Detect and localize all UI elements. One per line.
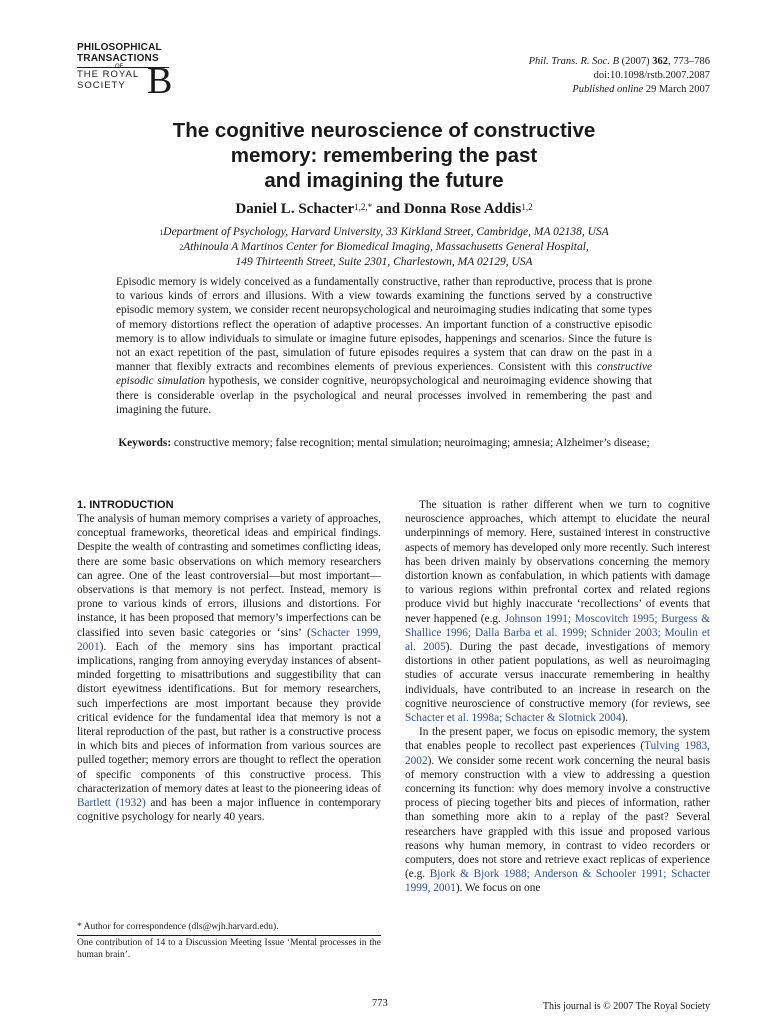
published-label: Published online: [572, 84, 644, 95]
author-list: [90, 199, 678, 219]
section-heading: 1. INTRODUCTION: [77, 499, 174, 511]
citation-link[interactable]: Bjork & Bjork 1988; Anderson & Schooler 1991; Schacter 1999, 2001: [405, 868, 710, 895]
royal-society-logo: [77, 42, 177, 102]
affiliation-1: [90, 225, 678, 240]
logo-series-mark: B: [147, 60, 173, 102]
abstract-text: Episodic memory is widely conceived as a fundamentally constructive, rather than reproductive, process that is prone to various kinds of errors and illusions. With a view towards examining the functions served by a constructive episodic memory system, we consider recent neuropsychological and neuroimaging studies indicating that some types of memory distortions reflect the operation of adaptive processes. An important function of a constructive episodic memory is to allow individuals to simulate or imagine future episodes, happenings and scenarios. Since the future is not an exact repetition of the past, simulation of future episodes requires a system that can draw on the past in a manner that flexibly extracts and recombines elements of previous experiences. Consistent with this: [116, 276, 652, 374]
citation-link[interactable]: Tulving 1983, 2002: [405, 740, 710, 767]
citation-link[interactable]: Schacter et al. 1998a; Schacter & Slotnick 2004: [405, 712, 622, 725]
published-line: [529, 83, 710, 97]
paragraph: [405, 498, 710, 725]
correspondence-footnote: * Author for correspondence (dls@wjh.harvard.edu).: [77, 922, 279, 932]
paragraph-text: The analysis of human memory comprises a variety of approaches, conceptual frameworks, theoretical ideas and empirical findings. Despite the wealth of contrasting and sometimes conflicting ideas, there are some basic observations on which memory researchers can agree. One of the least controversial—but most important—observations is that memory is not perfect. Instead, memory is prone to various kinds of errors, illusions and distortions. For instance, it has been proposed that memory’s imperfections can be classified into seven basic categories or ‘sins’ (: [77, 513, 381, 639]
title-line-2: memory: remembering the past: [230, 144, 538, 167]
doi[interactable]: doi:10.1098/rstb.2007.2087: [593, 70, 710, 81]
author-conjunction: and: [372, 201, 404, 217]
logo-text-society: SOCIETY: [77, 80, 126, 91]
article-title: [90, 118, 678, 193]
copyright-notice: This journal is © 2007 The Royal Society: [542, 1001, 710, 1012]
keywords: [116, 436, 652, 451]
body-column-right: [405, 498, 710, 896]
paragraph-text: ).: [621, 712, 629, 725]
paragraph-text: The situation is rather different when we turn to cognitive neuroscience approaches, which attempt to elucidate the neural underpinnings of memory. Here, sustained interest in constructive aspects of memory has developed only more recently. Such interest has been driven mainly by observations concerning the memory distortion known as confabulation, in which patients with damage to various regions within prefrontal cortex and related regions produce vivid but highly inaccurate ‘recollections’ of events that never happened (e.g.: [405, 499, 710, 625]
journal-name: Phil. Trans. R. Soc. B: [528, 56, 619, 67]
author-affiliation-marker: 1,2,*: [354, 202, 373, 212]
page-number: 773: [372, 998, 388, 1009]
affiliation-text: Athinoula A Martinos Center for Biomedical Imaging, Massachusetts General Hospital,: [183, 241, 589, 253]
affiliation-marker: 1: [159, 228, 164, 237]
body-column-left: [77, 498, 381, 824]
author-name: Donna Rose Addis: [403, 201, 522, 217]
author-name: Daniel L. Schacter: [235, 201, 355, 217]
abstract-text: hypothesis, we consider cognitive, neuropsychological and neuroimaging evidence showing that there is considerable overlap in the psychological and neural processes involved in remembering the past and imagining the future.: [116, 375, 652, 416]
published-date: 29 March 2007: [643, 84, 710, 95]
author-affiliation-marker: 1,2: [521, 202, 533, 212]
citation-pages: , 773–786: [668, 56, 710, 67]
citation-volume: 362: [652, 56, 668, 67]
paragraph-text: ). During the past decade, investigations of memory distortions in other patient populations, as well as neuroimaging studies of accurate versus inaccurate remembering in healthy individuals, have contributed to an increase in research on the cognitive neuroscience of constructive memory (for reviews, see: [405, 641, 710, 710]
citation-block: [529, 55, 710, 97]
affiliation-2: [90, 240, 678, 255]
citation-line: [529, 55, 710, 69]
citation-link[interactable]: Schacter 1999, 2001: [77, 626, 381, 653]
paragraph-text: In the present paper, we focus on episodic memory, the system that enables people to recollect past experiences (: [405, 726, 710, 753]
citation-year: (2007): [619, 56, 653, 67]
paragraph-text: and has been a major influence in contemporary cognitive psychology for nearly 40 years.: [77, 797, 382, 824]
keywords-label: Keywords:: [118, 437, 172, 449]
affiliation-2-address: 149 Thirteenth Street, Suite 2301, Charlestown, MA 02129, USA: [235, 256, 533, 268]
paragraph-text: ). Each of the memory sins has important practical implications, ranging from annoying everyday instances of absent-minded forgetting to misattributions and suggestibility that can distort eyewitness identifications. But for memory researchers, such imperfections are most important because they provide critical evidence for the fundamental idea that memory is not a literal reproduction of the past, but rather is a constructive process in which bits and pieces of information from various sources are pulled together; memory errors are thought to reflect the operation of specific components of this constructive process. This characterization of memory dates at least to the pioneering ideas of: [77, 640, 381, 795]
paragraph: [405, 725, 710, 895]
logo-text-transactions: TRANSACTIONS: [77, 53, 159, 64]
paragraph: [77, 512, 381, 824]
contribution-footnote: One contribution of 14 to a Discussion Meeting Issue ‘Mental processes in the human brain’.: [77, 938, 381, 960]
affiliation-marker: 2: [179, 243, 184, 252]
keywords-list: constructive memory; false recognition; mental simulation; neuroimaging; amnesia; Alzheimer’s disease;: [171, 437, 650, 449]
paragraph-text: ). We consider some recent work concerning the neural basis of memory construction with a view to addressing a question concerning its function: why does memory involve a constructive process of piecing together bits and pieces of information, rather than something more akin to a replay of the past? Several researchers have grappled with this issue and proposed various reasons why human memory, in contrast to video recorders or computers, does not store and retrieve exact replicas of experience (e.g.: [405, 754, 710, 881]
abstract: [116, 275, 652, 417]
citation-link[interactable]: Bartlett (1932): [77, 797, 146, 810]
footnote-rule: [77, 935, 381, 936]
title-line-3: and imagining the future: [264, 169, 504, 192]
affiliation-text: Department of Psychology, Harvard University, 33 Kirkland Street, Cambridge, MA 02138, USA: [163, 226, 609, 238]
abstract-emphasis: constructive episodic simulation: [116, 361, 652, 388]
paragraph-text: ). We focus on one: [455, 882, 541, 895]
citation-link[interactable]: Johnson 1991; Moscovitch 1995; Burgess & Shallice 1996; Dalla Barba et al. 1999; Schnider 2003; Moulin et al. 2005: [405, 612, 710, 654]
title-line-1: The cognitive neuroscience of constructive: [172, 119, 596, 142]
logo-text-the-royal: THE ROYAL: [77, 69, 140, 80]
logo-text-philosophical: PHILOSOPHICAL: [77, 42, 162, 53]
